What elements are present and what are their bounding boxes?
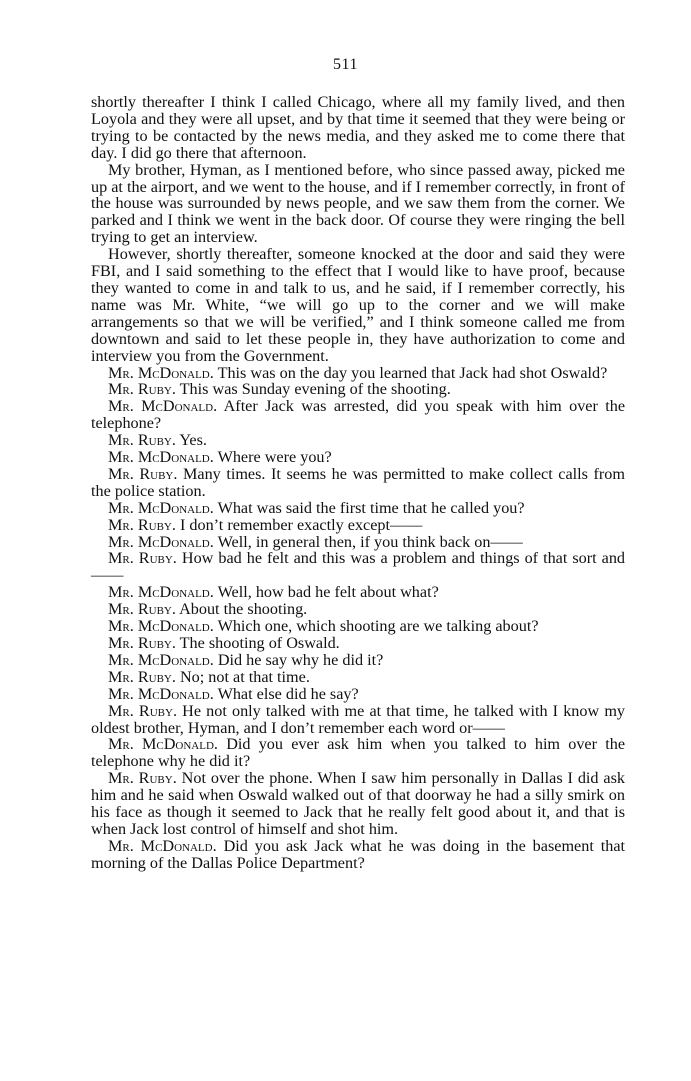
paragraph-text: The shooting of Oswald. xyxy=(179,634,340,652)
speaker-label: Mr. Ruby. xyxy=(108,549,177,568)
testimony-paragraph xyxy=(91,770,625,838)
transcript-body xyxy=(91,94,625,872)
testimony-paragraph xyxy=(91,365,625,382)
testimony-paragraph xyxy=(91,601,625,618)
speaker-label: Mr. Ruby. xyxy=(108,667,176,686)
testimony-paragraph xyxy=(91,534,625,551)
testimony-paragraph xyxy=(91,466,625,500)
paragraph-text: Did he say why he did it? xyxy=(217,650,384,669)
speaker-label: Mr. Ruby. xyxy=(108,431,176,450)
testimony-paragraph xyxy=(91,584,625,601)
testimony-paragraph xyxy=(91,736,625,770)
speaker-label: Mr. McDonald. xyxy=(108,650,214,669)
speaker-label: Mr. McDonald. xyxy=(108,397,218,416)
speaker-label: Mr. Ruby. xyxy=(108,634,176,652)
speaker-label: Mr. McDonald. xyxy=(108,684,214,703)
paragraph-text: Not over the phone. When I saw him personally in Dallas I did ask him and he said when Oswald walked out of that doorway he had a silly smirk on his face as though it seemed to Jack that he really felt good about it, and that is when Jack lost control of himself and shot him. xyxy=(91,769,625,838)
paragraph-text: Did you ask Jack what he was doing in the basement that morning of the Dallas Police Department? xyxy=(91,836,625,872)
speaker-label: Mr. McDonald. xyxy=(108,735,218,754)
testimony-paragraph xyxy=(91,652,625,669)
paragraph-text: Yes. xyxy=(179,431,207,450)
testimony-paragraph xyxy=(91,703,625,737)
paragraph-text: About the shooting. xyxy=(179,600,308,619)
narrative-paragraph xyxy=(91,94,625,162)
paragraph-text: Which one, which shooting are we talking about? xyxy=(217,617,539,636)
paragraph-text: However, shortly thereafter, someone knocked at the door and said they were FBI, and I said something to the effect that I would like to have proof, because they wanted to come in and talk to us, and he said, if I remember correctly, his name was Mr. White, “we will go up to the corner and we will make arrangements so that we will be verified,” and I think someone called me from downtown and said to let these people in, they have authorization to come and interview you from the Government. xyxy=(91,245,625,365)
testimony-paragraph xyxy=(91,398,625,432)
testimony-paragraph xyxy=(91,500,625,517)
paragraph-text: Many times. It seems he was permitted to make collect calls from the police station. xyxy=(91,464,625,500)
testimony-paragraph xyxy=(91,381,625,398)
speaker-label: Mr. McDonald. xyxy=(108,617,214,636)
testimony-paragraph xyxy=(91,686,625,703)
testimony-paragraph xyxy=(91,635,625,652)
testimony-paragraph xyxy=(91,669,625,686)
speaker-label: Mr. Ruby. xyxy=(108,464,178,483)
paragraph-text: What was said the first time that he called you? xyxy=(217,498,525,517)
paragraph-text: My brother, Hyman, as I mentioned before, who since passed away, picked me up at the airport, and we went to the house, and if I remember correctly, in front of the house was surrounded by news people, and we saw them from the corner. We parked and I think we went in the back door. Of course they were ringing the bell trying to get an interview. xyxy=(91,160,625,247)
paragraph-text: Well, in general then, if you think back on—— xyxy=(217,532,523,551)
speaker-label: Mr. McDonald. xyxy=(108,836,217,855)
narrative-paragraph xyxy=(91,246,625,364)
speaker-label: Mr. Ruby. xyxy=(108,600,176,619)
speaker-label: Mr. Ruby. xyxy=(108,701,177,720)
speaker-label: Mr. Ruby. xyxy=(108,769,177,788)
paragraph-text: He not only talked with me at that time, he talked with I know my oldest brother, Hyman, and I don’t remember each word or—— xyxy=(91,701,626,737)
testimony-paragraph xyxy=(91,618,625,635)
testimony-paragraph xyxy=(91,550,625,584)
paragraph-text: No; not at that time. xyxy=(179,667,310,686)
narrative-paragraph xyxy=(91,162,625,247)
speaker-label: Mr. McDonald. xyxy=(108,363,214,382)
paragraph-text: shortly thereafter I think I called Chicago, where all my family lived, and then Loyola and they were all upset, and by that time it seemed that they were being or trying to be contacted by the news media, and they asked me to come there that day. I did go there that afternoon. xyxy=(91,93,625,162)
paragraph-text: This was Sunday evening of the shooting. xyxy=(179,380,451,399)
paragraph-text: Did you ever ask him when you talked to him over the telephone why he did it? xyxy=(91,735,626,771)
paragraph-text: I don’t remember exactly except—— xyxy=(179,515,423,534)
speaker-label: Mr. Ruby. xyxy=(108,380,176,399)
testimony-paragraph xyxy=(91,838,625,872)
paragraph-text: After Jack was arrested, did you speak with him over the telephone? xyxy=(91,397,626,433)
testimony-paragraph xyxy=(91,517,625,534)
speaker-label: Mr. McDonald. xyxy=(108,498,214,517)
testimony-paragraph xyxy=(91,449,625,466)
paragraph-text: What else did he say? xyxy=(217,684,359,703)
page-number: 511 xyxy=(333,56,358,73)
paragraph-text: Where were you? xyxy=(217,448,332,467)
speaker-label: Mr. McDonald. xyxy=(108,583,214,602)
paragraph-text: This was on the day you learned that Jack had shot Oswald? xyxy=(217,363,608,382)
speaker-label: Mr. Ruby. xyxy=(108,515,176,534)
testimony-paragraph xyxy=(91,432,625,449)
speaker-label: Mr. McDonald. xyxy=(108,448,214,467)
paragraph-text: How bad he felt and this was a problem and things of that sort and—— xyxy=(91,549,626,585)
paragraph-text: Well, how bad he felt about what? xyxy=(217,583,439,602)
speaker-label: Mr. McDonald. xyxy=(108,532,214,551)
